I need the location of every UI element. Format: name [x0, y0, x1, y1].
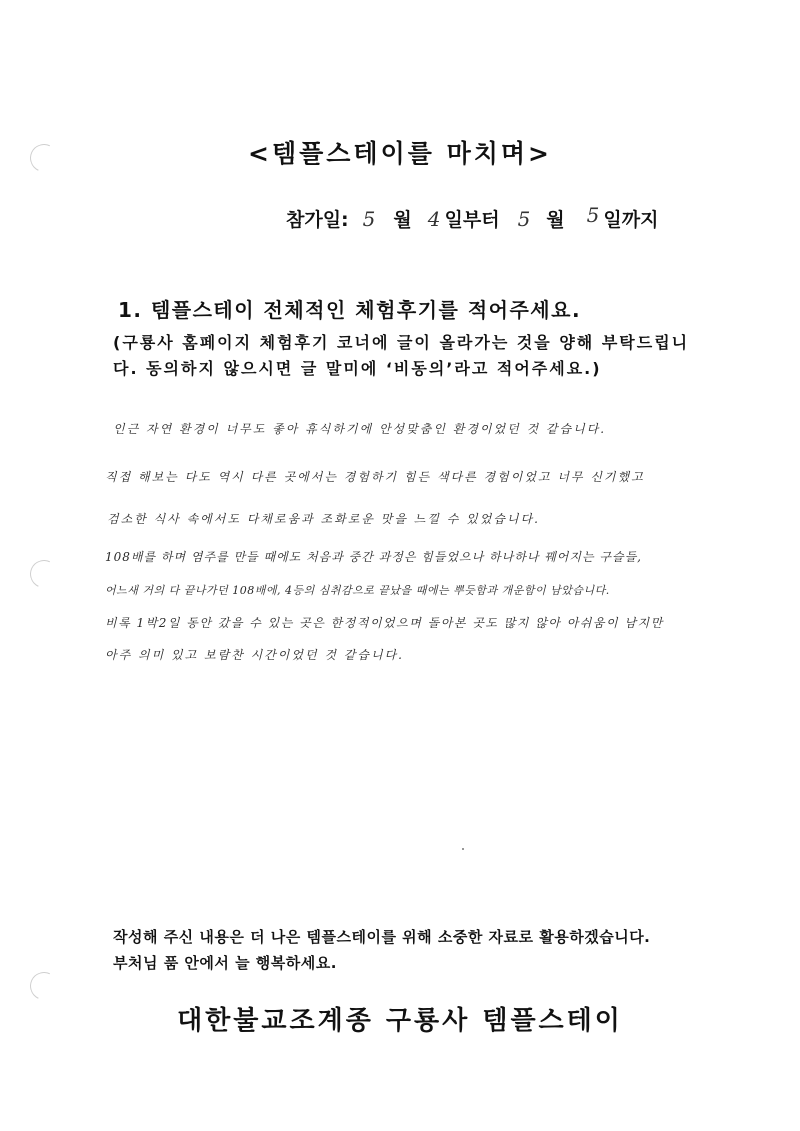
question-heading: 1. 템플스테이 전체적인 체험후기를 적어주세요. — [118, 298, 582, 322]
answer-line: 인근 자연 환경이 너무도 좋아 휴식하기에 안성맞춤인 환경이었던 것 같습니다. — [113, 422, 607, 436]
punch-hole-bottom — [26, 968, 62, 1004]
end-month: 5 — [517, 207, 531, 231]
speck — [462, 848, 464, 850]
closing-note — [113, 924, 650, 976]
closing-note-line-2: 부처님 품 안에서 늘 행복하세요. — [113, 954, 337, 972]
organization-name: 대한불교조계종 구룡사 템플스테이 — [177, 1006, 623, 1036]
closing-note-line-1: 작성해 주신 내용은 더 나은 템플스테이를 위해 소중한 자료로 활용하겠습니다. — [113, 928, 651, 946]
answer-line: 108배를 하며 염주를 만들 때에도 처음과 중간 과정은 힘들었으나 하나하나 꿰어지는 구슬들, — [105, 550, 642, 564]
page-title: <템플스테이를 마치며> — [248, 139, 552, 168]
from-word: 일부터 — [444, 209, 500, 231]
end-day: 5 — [586, 203, 600, 227]
start-day: 4 — [427, 207, 441, 231]
answer-line: 아주 의미 있고 보람찬 시간이었던 것 같습니다. — [105, 648, 404, 662]
until-word: 일까지 — [603, 209, 659, 231]
punch-hole-middle — [26, 556, 62, 592]
question-note-line-1: (구룡사 홈페이지 체험후기 코너에 글이 올라가는 것을 양해 부탁드립니 — [113, 333, 690, 352]
start-month: 5 — [362, 207, 376, 231]
dates-label: 참가일: — [286, 209, 349, 231]
answer-line: 직접 해보는 다도 역시 다른 곳에서는 경험하기 힘든 색다른 경험이었고 너무 신기했고 — [105, 470, 645, 484]
answer-line: 검소한 식사 속에서도 다채로움과 조화로운 맛을 느낄 수 있었습니다. — [107, 512, 540, 526]
month-word-2: 월 — [546, 209, 565, 231]
participation-dates — [286, 205, 658, 232]
answer-line: 어느새 거의 다 끝나가던 108배에, 4등의 심취감으로 끝났을 때에는 뿌듯함과 개운함이 남았습니다. — [105, 584, 610, 597]
question-note — [113, 330, 693, 382]
question-note-line-2: 다. 동의하지 않으시면 글 말미에 ‘비동의’라고 적어주세요.) — [113, 359, 602, 378]
answer-line: 비록 1박2일 동안 갔을 수 있는 곳은 한정적이었으며 돌아본 곳도 많지 않아 아쉬움이 남지만 — [105, 616, 664, 630]
month-word-1: 월 — [393, 209, 412, 231]
